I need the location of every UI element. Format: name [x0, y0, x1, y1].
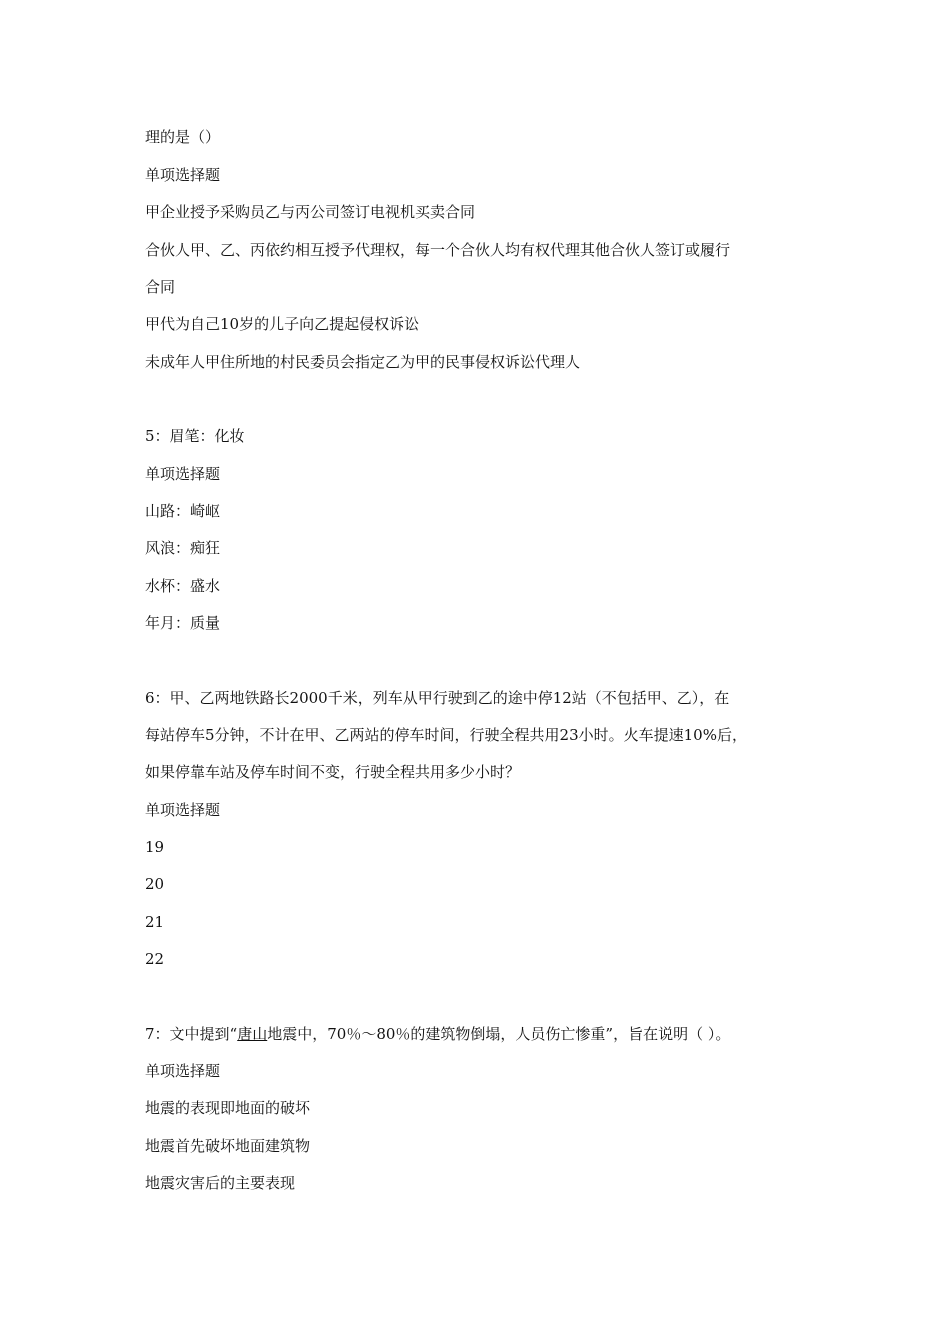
q6-option-a: 19: [145, 838, 165, 856]
q6-stem-line-1: 6：甲、乙两地铁路长2000千米，列车从甲行驶到乙的途中停12站（不包括甲、乙），在: [145, 689, 730, 707]
q6-option-b: 20: [145, 875, 165, 893]
q6-option-c: 21: [145, 913, 165, 931]
q5-option-b: 风浪：痴狂: [145, 539, 221, 557]
q7-option-c: 地震灾害后的主要表现: [145, 1174, 296, 1192]
q7-option-b: 地震首先破坏地面建筑物: [145, 1137, 311, 1155]
q4-option-a: 甲企业授予采购员乙与丙公司签订电视机买卖合同: [145, 203, 476, 221]
q6-option-d: 22: [145, 950, 165, 968]
q6-stem-line-2: 每站停车5分钟，不计在甲、乙两站的停车时间，行驶全程共用23小时。火车提速10%后，: [145, 726, 747, 744]
q6-type: 单项选择题: [145, 801, 221, 819]
q4-type: 单项选择题: [145, 166, 221, 184]
q7-stem-suffix: 地震中，70％～80％的建筑物倒塌，人员伤亡惨重”，旨在说明（ ）。: [267, 1025, 731, 1043]
q5-stem: 5：眉笔：化妆: [145, 427, 245, 445]
q5-option-a: 山路：崎岖: [145, 502, 221, 520]
q4-option-d: 未成年人甲住所地的村民委员会指定乙为甲的民事侵权诉讼代理人: [145, 353, 581, 371]
q5-option-c: 水杯：盛水: [145, 577, 221, 595]
q5-option-d: 年月：质量: [145, 614, 221, 632]
q7-option-a: 地震的表现即地面的破坏: [145, 1099, 311, 1117]
q4-option-b: 合伙人甲、乙、丙依约相互授予代理权，每一个合伙人均有权代理其他合伙人签订或履行: [145, 241, 731, 259]
q7-stem-prefix: 7：文中提到“: [145, 1025, 238, 1043]
q6-stem-line-3: 如果停靠车站及停车时间不变，行驶全程共用多少小时？: [145, 763, 521, 781]
q4-option-b-cont: 合同: [145, 278, 176, 296]
q4-option-c: 甲代为自己10岁的儿子向乙提起侵权诉讼: [145, 315, 420, 333]
q7-stem-underlined: 唐山: [237, 1025, 268, 1043]
q7-stem: [145, 1024, 730, 1044]
q5-type: 单项选择题: [145, 465, 221, 483]
q4-stem-tail: 理的是（）: [145, 128, 221, 146]
q7-type: 单项选择题: [145, 1062, 221, 1080]
